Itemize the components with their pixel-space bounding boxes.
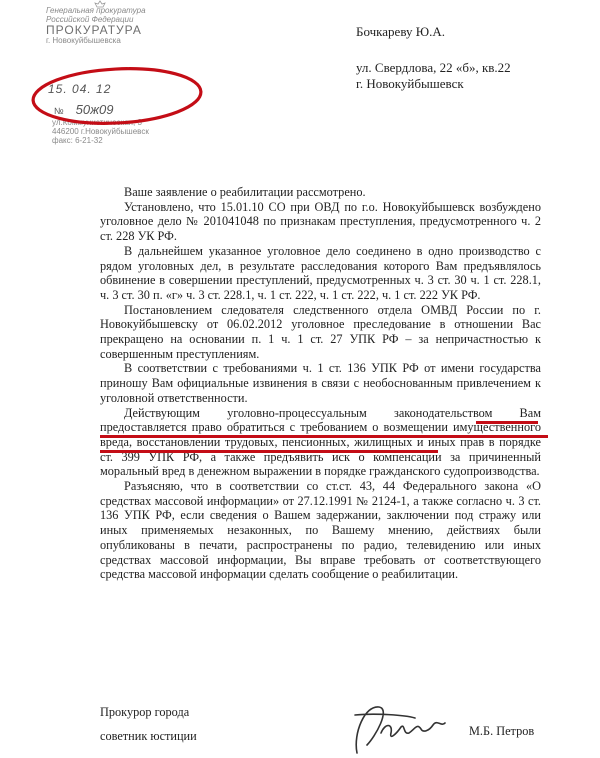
signature-position1: Прокурор города [100, 705, 190, 719]
stamp-line2: Российской Федерации [46, 15, 134, 24]
paragraph-1: Ваше заявление о реабилитации рассмотрено. [124, 185, 366, 199]
stamp-date: 15. 04. 12 [48, 82, 112, 96]
red-underline-2 [100, 435, 548, 438]
signature-block [100, 700, 197, 748]
recipient-street: ул. Свердлова, 22 «б», кв.22 [356, 60, 511, 75]
recipient-city: г. Новокуйбышевск [356, 76, 464, 91]
letter-body [100, 185, 541, 582]
paragraph-3: В дальнейшем указанное уголовное дело соединено в одно производство с рядом уголовных дел, в результате расследования которого Вам предъявлялось обвинение в совершении преступлений, предусмотренных ч. 3 ст. 30 ч. 1 ст. 228.1, ч. 3 ст. 30 п. «г» ч. 3 ст. 228.1, ч. 1 ст. 222, ч. 1 ст. 222, ч. 1 ст. 222 УК РФ. [100, 243, 541, 302]
red-underline-1 [476, 421, 538, 424]
stamp-number-value: 50ж09 [75, 102, 114, 117]
recipient-block [356, 24, 511, 92]
stamp-addr2: 446200 г.Новокуйбышевск [52, 127, 149, 136]
paragraph-apology: В соответствии с требованиями ч. 1 ст. 136 УПК РФ от имени государства приношу Вам официальные извинения в связи с необоснованным привлечением к уголовной ответственности. [100, 361, 541, 405]
signature-position2: советник юстиции [100, 729, 197, 743]
stamp-line1: Генеральная прокуратура [46, 6, 146, 15]
recipient-name: Бочкареву Ю.А. [356, 24, 446, 39]
paragraph-7: Разъясняю, что в соответствии со ст.ст. 43, 44 Федерального закона «О средствах массовой информации» от 27.12.1991 № 2124-1, а также согласно ч. 3 ст. 136 УПК РФ, если сведения о Вашем задержании, заключении под стражу или иных применяемых незаконных, по Вашему мнению, действиях были опубликованы в печати, распространены по радио, телевидению или иных средствах массовой информации, Вы вправе требовать от соответствующего средства массовой информации сделать сообщение о реабилитации. [100, 479, 541, 582]
stamp-city: г. Новокуйбышевска [46, 36, 121, 45]
red-underline-3 [100, 450, 438, 453]
stamp-number-prefix: № [54, 106, 64, 116]
handwritten-signature [345, 693, 465, 758]
paragraph-2: Установлено, что 15.01.10 СО при ОВД по г.о. Новокуйбышевск возбуждено уголовное дело № 201041048 по признакам преступления, предусмотренного ч. 2 ст. 228 УК РФ. [100, 199, 541, 244]
signature-name: М.Б. Петров [469, 724, 535, 738]
stamp-fax: факс: 6-21-32 [52, 136, 103, 145]
stamp-addr1: ул.Коммунистическая, 3 [52, 118, 142, 127]
stamp-title: ПРОКУРАТУРА [46, 23, 142, 37]
paragraph-4: Постановлением следователя следственного отдела ОМВД России по г. Новокуйбышевску от 06.02.2012 уголовное преследование в отношении Вас прекращено на основании п. 1 ч. 1 ст. 27 УПК РФ – за непричастностью к совершенным преступлениям. [100, 302, 541, 361]
paragraph-6: Действующим уголовно-процессуальным законодательством Вам предоставляется право обратиться с требованием о возмещении имущественного вреда, восстановлении трудовых, пенсионных, жилищных и иных прав в порядке ст. 399 УПК РФ, а также предъявить иск о компенсации за причиненный моральный вред в денежном выражении в порядке гражданского судопроизводства. [100, 405, 541, 479]
